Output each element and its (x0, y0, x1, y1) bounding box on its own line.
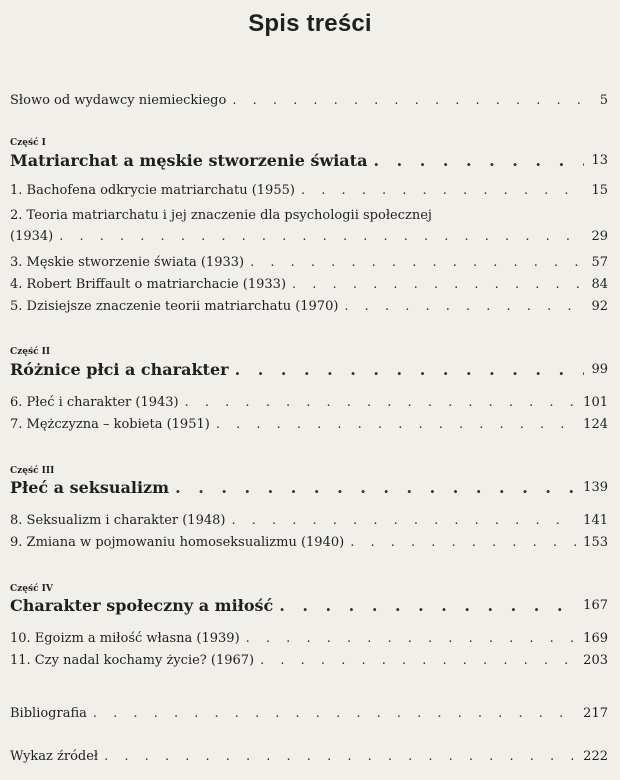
part-heading (10, 477, 608, 499)
entry-page: 57 (591, 255, 608, 270)
leader-dots (344, 298, 584, 316)
toc-entry (10, 276, 608, 294)
entry-label-line1: 2. Teoria matriarchatu i jej znaczenie dla psychologii społecznej (10, 208, 432, 223)
toc-entry (10, 298, 608, 316)
entry-page: 5 (599, 93, 608, 108)
entry-label: 5. Dzisiejsze znaczenie teorii matriarchatu (1970) (10, 299, 339, 314)
toc-entry (10, 228, 608, 246)
toc-entry (10, 534, 608, 552)
leader-dots (59, 228, 584, 246)
leader-dots (104, 748, 577, 766)
leader-dots (175, 477, 577, 499)
part-label: Część III (10, 466, 55, 476)
leader-dots (373, 150, 584, 172)
entry-label: (1934) (10, 229, 54, 244)
entry-page: 203 (583, 653, 608, 668)
part-heading (10, 150, 608, 172)
leader-dots (279, 595, 577, 617)
part-heading-label: Płeć a seksualizm (10, 478, 170, 497)
toc-entry-sources (10, 748, 608, 766)
leader-dots (301, 182, 584, 200)
entry-page: 139 (583, 480, 608, 495)
entry-label: 10. Egoizm a miłość własna (1939) (10, 631, 240, 646)
entry-page: 222 (583, 749, 608, 764)
entry-label: 3. Męskie stworzenie świata (1933) (10, 255, 245, 270)
entry-page: 124 (583, 417, 608, 432)
entry-label: 8. Seksualizm i charakter (1948) (10, 513, 226, 528)
part-label: Część II (10, 347, 51, 357)
entry-label: Słowo od wydawcy niemieckiego (10, 93, 227, 108)
entry-page: 153 (583, 535, 608, 550)
entry-page: 141 (583, 513, 608, 528)
entry-page: 167 (583, 598, 608, 613)
part-heading-label: Charakter społeczny a miłość (10, 596, 274, 615)
entry-label: 1. Bachofena odkrycie matriarchatu (1955) (10, 183, 295, 198)
leader-dots (93, 705, 577, 723)
entry-page: 92 (591, 299, 608, 314)
entry-page: 99 (591, 362, 608, 377)
leader-dots (350, 534, 577, 552)
entry-label: 7. Mężczyzna – kobieta (1951) (10, 417, 210, 432)
leader-dots (250, 254, 584, 272)
entry-label: Bibliografia (10, 706, 87, 721)
leader-dots (260, 652, 577, 670)
toc-entry (10, 512, 608, 530)
leader-dots (235, 359, 584, 381)
page-title: Spis treści (248, 10, 372, 37)
toc-entry (10, 652, 608, 670)
leader-dots (216, 416, 577, 434)
toc-entry (10, 394, 608, 412)
leader-dots (185, 394, 578, 412)
entry-page: 29 (591, 229, 608, 244)
part-label: Część IV (10, 584, 53, 594)
entry-label: 6. Płeć i charakter (1943) (10, 395, 179, 410)
toc-entry-bibliography (10, 705, 608, 723)
toc-entry (10, 182, 608, 200)
entry-label: 9. Zmiana w pojmowaniu homoseksualizmu (1940) (10, 535, 345, 550)
entry-label: 4. Robert Briffault o matriarchacie (1933) (10, 277, 287, 292)
entry-page: 169 (583, 631, 608, 646)
entry-label: Wykaz źródeł (10, 749, 99, 764)
leader-dots (232, 92, 584, 110)
leader-dots (231, 512, 577, 530)
entry-page: 15 (591, 183, 608, 198)
part-heading-label: Matriarchat a męskie stworzenie świata (10, 151, 368, 170)
part-heading (10, 359, 608, 381)
toc-entry (10, 254, 608, 272)
entry-page: 217 (583, 706, 608, 721)
leader-dots (246, 630, 578, 648)
leader-dots (292, 276, 584, 294)
toc-entry-intro (10, 92, 608, 110)
toc-entry (10, 416, 608, 434)
part-heading (10, 595, 608, 617)
entry-page: 13 (591, 153, 608, 168)
entry-page: 101 (583, 395, 608, 410)
part-label: Część I (10, 138, 46, 148)
entry-page: 84 (591, 277, 608, 292)
toc-entry (10, 630, 608, 648)
part-heading-label: Różnice płci a charakter (10, 360, 229, 379)
entry-label: 11. Czy nadal kochamy życie? (1967) (10, 653, 255, 668)
